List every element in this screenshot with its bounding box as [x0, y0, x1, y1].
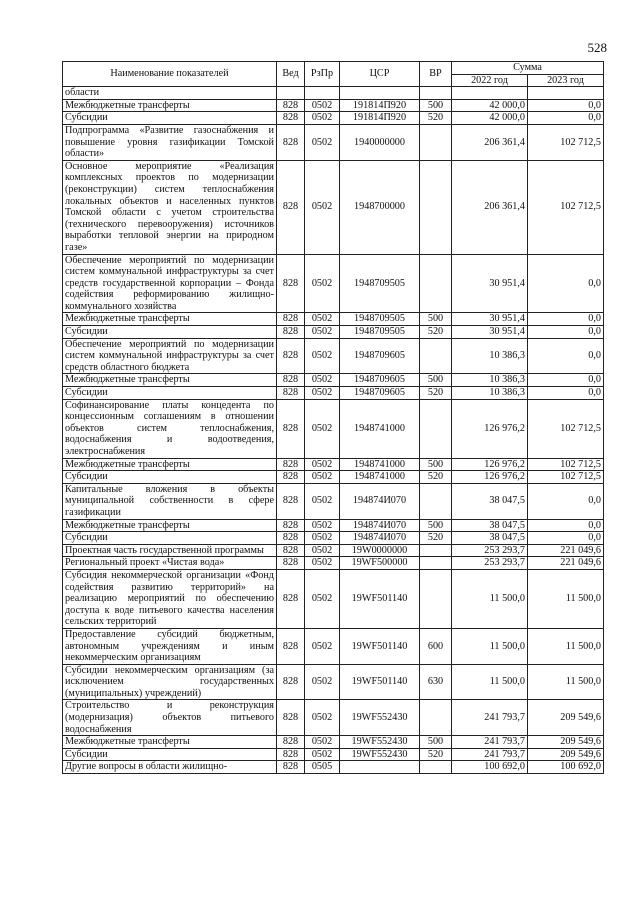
- cell-name: Субсидии: [63, 748, 277, 761]
- cell-ved: 828: [277, 313, 305, 326]
- cell-amount-2023: 209 549,6: [528, 748, 604, 761]
- cell-ved: [277, 87, 305, 100]
- table-row: [63, 519, 604, 532]
- cell-ved: 828: [277, 519, 305, 532]
- table-row: [63, 761, 604, 774]
- cell-amount-2023: 0,0: [528, 374, 604, 387]
- cell-ved: 828: [277, 374, 305, 387]
- cell-ved: 828: [277, 338, 305, 374]
- budget-table: [62, 61, 604, 774]
- table-row: [63, 544, 604, 557]
- cell-ved: 828: [277, 112, 305, 125]
- table-row: [63, 338, 604, 374]
- table-row: [63, 569, 604, 628]
- cell-vr: 520: [420, 471, 452, 484]
- cell-rzpr: 0502: [305, 471, 340, 484]
- cell-ved: 828: [277, 387, 305, 400]
- cell-vr: [420, 399, 452, 458]
- cell-amount-2023: 11 500,0: [528, 569, 604, 628]
- cell-rzpr: 0502: [305, 483, 340, 519]
- table-row: [63, 99, 604, 112]
- cell-csr: [340, 761, 420, 774]
- table-row: [63, 471, 604, 484]
- table-row: [63, 748, 604, 761]
- table-row: [63, 557, 604, 570]
- cell-name: Межбюджетные трансферты: [63, 736, 277, 749]
- cell-csr: 1948741000: [340, 471, 420, 484]
- cell-csr: 19WF501140: [340, 628, 420, 664]
- cell-name: Строительство и реконструкция (модернизация) объектов питьевого водоснабжения: [63, 700, 277, 736]
- cell-amount-2022: 126 976,2: [452, 458, 528, 471]
- cell-name: Субсидии некоммерческим организациям (за исключением государственных (муниципальных) учреждений): [63, 664, 277, 700]
- cell-vr: [420, 761, 452, 774]
- table-row: [63, 664, 604, 700]
- cell-ved: 828: [277, 483, 305, 519]
- cell-rzpr: 0502: [305, 112, 340, 125]
- cell-ved: 828: [277, 326, 305, 339]
- cell-ved: 828: [277, 160, 305, 254]
- cell-vr: [420, 87, 452, 100]
- page-number: 528: [587, 40, 607, 55]
- cell-vr: 630: [420, 664, 452, 700]
- cell-amount-2023: 0,0: [528, 313, 604, 326]
- cell-amount-2023: 221 049,6: [528, 544, 604, 557]
- cell-csr: 19WF552430: [340, 748, 420, 761]
- header-sum: Сумма: [452, 62, 604, 75]
- header-vr: ВР: [420, 62, 452, 87]
- cell-csr: 1940000000: [340, 124, 420, 160]
- cell-ved: 828: [277, 99, 305, 112]
- cell-amount-2023: 0,0: [528, 532, 604, 545]
- cell-csr: 1948709605: [340, 387, 420, 400]
- cell-vr: 520: [420, 112, 452, 125]
- cell-amount-2022: 126 976,2: [452, 471, 528, 484]
- cell-csr: 19W0000000: [340, 544, 420, 557]
- table-body: [63, 87, 604, 774]
- cell-name: Предоставление субсидий бюджетным, автономным учреждениям и иным некоммерческим организациям: [63, 628, 277, 664]
- cell-name: Субсидии: [63, 112, 277, 125]
- cell-amount-2023: 102 712,5: [528, 458, 604, 471]
- cell-csr: 19WF501140: [340, 569, 420, 628]
- cell-amount-2022: 42 000,0: [452, 112, 528, 125]
- cell-rzpr: 0502: [305, 326, 340, 339]
- table-row: [63, 628, 604, 664]
- cell-vr: [420, 544, 452, 557]
- cell-rzpr: 0502: [305, 160, 340, 254]
- cell-rzpr: 0502: [305, 254, 340, 313]
- cell-amount-2022: 30 951,4: [452, 313, 528, 326]
- cell-amount-2022: 253 293,7: [452, 557, 528, 570]
- cell-amount-2022: 126 976,2: [452, 399, 528, 458]
- cell-ved: 828: [277, 124, 305, 160]
- cell-vr: [420, 338, 452, 374]
- cell-amount-2022: [452, 87, 528, 100]
- cell-rzpr: 0502: [305, 338, 340, 374]
- cell-ved: 828: [277, 458, 305, 471]
- cell-ved: 828: [277, 569, 305, 628]
- cell-vr: 520: [420, 387, 452, 400]
- cell-amount-2023: 221 049,6: [528, 557, 604, 570]
- cell-ved: 828: [277, 532, 305, 545]
- cell-rzpr: 0502: [305, 557, 340, 570]
- cell-csr: 1948709605: [340, 374, 420, 387]
- cell-amount-2022: 10 386,3: [452, 338, 528, 374]
- cell-vr: 500: [420, 99, 452, 112]
- cell-vr: 520: [420, 532, 452, 545]
- cell-name: Региональный проект «Чистая вода»: [63, 557, 277, 570]
- table-row: [63, 87, 604, 100]
- cell-name: Субсидии: [63, 326, 277, 339]
- table-row: [63, 532, 604, 545]
- cell-name: Межбюджетные трансферты: [63, 519, 277, 532]
- cell-amount-2023: 11 500,0: [528, 628, 604, 664]
- cell-amount-2023: 209 549,6: [528, 700, 604, 736]
- cell-vr: 500: [420, 458, 452, 471]
- cell-amount-2022: 10 386,3: [452, 374, 528, 387]
- cell-amount-2023: 102 712,5: [528, 471, 604, 484]
- cell-amount-2023: 0,0: [528, 326, 604, 339]
- cell-amount-2022: 241 793,7: [452, 748, 528, 761]
- table-row: [63, 124, 604, 160]
- cell-rzpr: 0502: [305, 748, 340, 761]
- cell-csr: 1948741000: [340, 399, 420, 458]
- header-ved: Вед: [277, 62, 305, 87]
- header-name: Наименование показателей: [63, 62, 277, 87]
- cell-csr: 19WF501140: [340, 664, 420, 700]
- cell-amount-2023: 209 549,6: [528, 736, 604, 749]
- header-year-2022: 2022 год: [452, 74, 528, 87]
- cell-csr: 1948709505: [340, 254, 420, 313]
- cell-amount-2022: 241 793,7: [452, 736, 528, 749]
- cell-ved: 828: [277, 748, 305, 761]
- cell-rzpr: [305, 87, 340, 100]
- cell-csr: [340, 87, 420, 100]
- cell-amount-2022: 206 361,4: [452, 160, 528, 254]
- cell-csr: 191814П920: [340, 99, 420, 112]
- cell-vr: [420, 557, 452, 570]
- cell-rzpr: 0502: [305, 519, 340, 532]
- cell-vr: [420, 483, 452, 519]
- cell-rzpr: 0502: [305, 458, 340, 471]
- cell-name: Межбюджетные трансферты: [63, 374, 277, 387]
- cell-vr: [420, 160, 452, 254]
- cell-name: Межбюджетные трансферты: [63, 313, 277, 326]
- cell-amount-2023: 0,0: [528, 112, 604, 125]
- cell-csr: 191814П920: [340, 112, 420, 125]
- cell-vr: 500: [420, 736, 452, 749]
- cell-csr: 1948709605: [340, 338, 420, 374]
- cell-rzpr: 0502: [305, 544, 340, 557]
- cell-amount-2023: 11 500,0: [528, 664, 604, 700]
- cell-ved: 828: [277, 557, 305, 570]
- cell-csr: 1948709505: [340, 326, 420, 339]
- table-header: [63, 62, 604, 87]
- cell-vr: 500: [420, 374, 452, 387]
- table-row: [63, 160, 604, 254]
- table-row: [63, 387, 604, 400]
- cell-name: Основное мероприятие «Реализация комплексных проектов по модернизации (реконструкции) систем теплоснабжения локальных объектов и населенных пунктов Томской области с учетом строительства (технического перевооружения) источников выработки тепловой энергии на природном газе»: [63, 160, 277, 254]
- cell-amount-2022: 30 951,4: [452, 326, 528, 339]
- table-row: [63, 458, 604, 471]
- table-row: [63, 326, 604, 339]
- cell-amount-2023: 0,0: [528, 254, 604, 313]
- cell-rzpr: 0502: [305, 387, 340, 400]
- cell-amount-2023: 102 712,5: [528, 124, 604, 160]
- cell-csr: 194874И070: [340, 519, 420, 532]
- cell-amount-2023: 102 712,5: [528, 160, 604, 254]
- cell-amount-2022: 30 951,4: [452, 254, 528, 313]
- cell-amount-2022: 38 047,5: [452, 483, 528, 519]
- cell-csr: 1948700000: [340, 160, 420, 254]
- table-row: [63, 483, 604, 519]
- cell-vr: 500: [420, 313, 452, 326]
- cell-csr: 194874И070: [340, 532, 420, 545]
- cell-ved: 828: [277, 399, 305, 458]
- cell-name: Субсидии: [63, 532, 277, 545]
- cell-name: Обеспечение мероприятий по модернизации систем коммунальной инфраструктуры за счет средств областного бюджета: [63, 338, 277, 374]
- cell-ved: 828: [277, 254, 305, 313]
- header-csr: ЦСР: [340, 62, 420, 87]
- cell-amount-2022: 11 500,0: [452, 628, 528, 664]
- cell-name: Другие вопросы в области жилищно-: [63, 761, 277, 774]
- cell-vr: 600: [420, 628, 452, 664]
- cell-amount-2022: 38 047,5: [452, 532, 528, 545]
- cell-vr: [420, 700, 452, 736]
- cell-vr: 520: [420, 326, 452, 339]
- cell-ved: 828: [277, 761, 305, 774]
- cell-amount-2023: 100 692,0: [528, 761, 604, 774]
- cell-name: Субсидия некоммерческой организации «Фонд содействия развитию территорий» на реализацию мероприятий по обеспечению доступа к воде питьевого качества населения сельских территорий: [63, 569, 277, 628]
- cell-amount-2023: 0,0: [528, 519, 604, 532]
- cell-csr: 194874И070: [340, 483, 420, 519]
- cell-rzpr: 0502: [305, 569, 340, 628]
- cell-amount-2023: 0,0: [528, 338, 604, 374]
- table-row: [63, 313, 604, 326]
- table-row: [63, 112, 604, 125]
- cell-amount-2023: 0,0: [528, 387, 604, 400]
- cell-rzpr: 0502: [305, 736, 340, 749]
- cell-amount-2023: 102 712,5: [528, 399, 604, 458]
- table-row: [63, 374, 604, 387]
- cell-rzpr: 0502: [305, 532, 340, 545]
- cell-amount-2022: 241 793,7: [452, 700, 528, 736]
- cell-vr: [420, 569, 452, 628]
- cell-ved: 828: [277, 736, 305, 749]
- cell-csr: 1948741000: [340, 458, 420, 471]
- cell-ved: 828: [277, 628, 305, 664]
- cell-amount-2022: 206 361,4: [452, 124, 528, 160]
- table-row: [63, 700, 604, 736]
- cell-amount-2023: [528, 87, 604, 100]
- cell-rzpr: 0502: [305, 664, 340, 700]
- cell-amount-2022: 10 386,3: [452, 387, 528, 400]
- cell-csr: 1948709505: [340, 313, 420, 326]
- cell-vr: 520: [420, 748, 452, 761]
- cell-name: Проектная часть государственной программы: [63, 544, 277, 557]
- cell-name: Капитальные вложения в объекты муниципальной собственности в сфере газификации: [63, 483, 277, 519]
- cell-amount-2022: 253 293,7: [452, 544, 528, 557]
- cell-amount-2022: 38 047,5: [452, 519, 528, 532]
- cell-rzpr: 0502: [305, 99, 340, 112]
- cell-csr: 19WF552430: [340, 736, 420, 749]
- cell-name: области: [63, 87, 277, 100]
- cell-ved: 828: [277, 700, 305, 736]
- cell-name: Субсидии: [63, 387, 277, 400]
- cell-name: Субсидии: [63, 471, 277, 484]
- cell-rzpr: 0502: [305, 399, 340, 458]
- cell-name: Софинансирование платы концедента по концессионным соглашениям в отношении объектов систем теплоснабжения, водоснабжения и водоотведения, электроснабжения: [63, 399, 277, 458]
- cell-amount-2022: 11 500,0: [452, 664, 528, 700]
- cell-amount-2023: 0,0: [528, 483, 604, 519]
- cell-name: Межбюджетные трансферты: [63, 458, 277, 471]
- cell-amount-2022: 100 692,0: [452, 761, 528, 774]
- cell-rzpr: 0502: [305, 374, 340, 387]
- cell-vr: [420, 124, 452, 160]
- cell-amount-2022: 11 500,0: [452, 569, 528, 628]
- cell-rzpr: 0502: [305, 313, 340, 326]
- cell-vr: [420, 254, 452, 313]
- cell-ved: 828: [277, 471, 305, 484]
- cell-ved: 828: [277, 664, 305, 700]
- table-row: [63, 254, 604, 313]
- cell-name: Подпрограмма «Развитие газоснабжения и повышение уровня газификации Томской области»: [63, 124, 277, 160]
- cell-ved: 828: [277, 544, 305, 557]
- cell-csr: 19WF500000: [340, 557, 420, 570]
- cell-name: Межбюджетные трансферты: [63, 99, 277, 112]
- cell-rzpr: 0502: [305, 700, 340, 736]
- cell-vr: 500: [420, 519, 452, 532]
- header-rzpr: РзПр: [305, 62, 340, 87]
- cell-csr: 19WF552430: [340, 700, 420, 736]
- table-row: [63, 399, 604, 458]
- cell-rzpr: 0505: [305, 761, 340, 774]
- cell-rzpr: 0502: [305, 124, 340, 160]
- header-year-2023: 2023 год: [528, 74, 604, 87]
- cell-rzpr: 0502: [305, 628, 340, 664]
- cell-amount-2023: 0,0: [528, 99, 604, 112]
- table-row: [63, 736, 604, 749]
- cell-name: Обеспечение мероприятий по модернизации систем коммунальной инфраструктуры за счет средств государственной корпорации – Фонда содействия реформированию жилищно-коммунального хозяйства: [63, 254, 277, 313]
- cell-amount-2022: 42 000,0: [452, 99, 528, 112]
